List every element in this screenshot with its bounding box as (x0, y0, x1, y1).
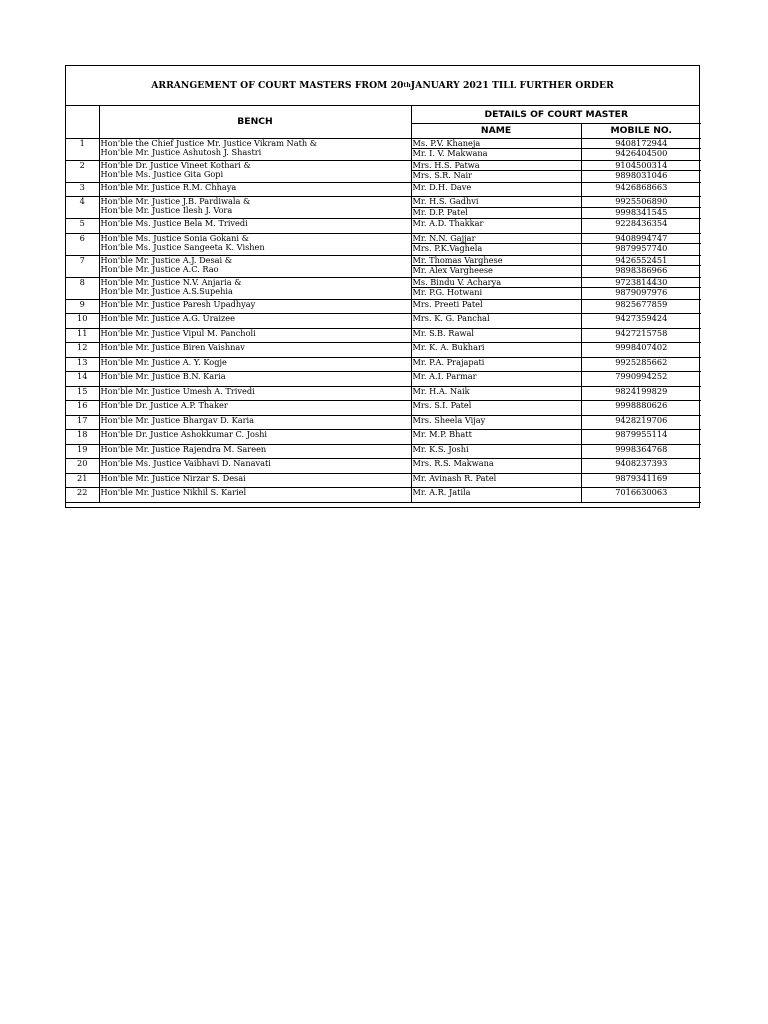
mobile-number-cell: 7990994252 (581, 372, 701, 387)
serial-number-cell: 6 (66, 233, 99, 255)
table-row (66, 219, 701, 234)
mobile-number-cell: 9426552451 (581, 255, 701, 266)
mobile-number-cell: 9925506890 (581, 197, 701, 208)
serial-number-cell: 7 (66, 255, 99, 277)
table-row (66, 372, 701, 387)
table-row (66, 277, 701, 288)
spacer-cell (66, 502, 99, 507)
serial-number-cell: 1 (66, 138, 99, 160)
court-master-name-cell: Mr. N.N. Gajjar (411, 233, 581, 244)
bench-cell (99, 160, 411, 182)
bench-cell (99, 233, 411, 255)
court-master-name-cell: Mr. K. A. Bukhari (411, 343, 581, 358)
court-master-name-cell: Mr. H.A. Naik (411, 386, 581, 401)
bench-judge-line: Hon'ble Mr. Justice N.V. Anjaria & (100, 277, 242, 287)
bench-judge-line: Hon'ble Mr. Justice B.N. Karia (100, 371, 226, 381)
court-master-name-cell: Mr. D.H. Dave (411, 182, 581, 197)
bench-cell (99, 473, 411, 488)
bench-cell (99, 182, 411, 197)
table-row (66, 430, 701, 445)
serial-number-cell: 2 (66, 160, 99, 182)
court-master-name-cell: Mr. A.D. Thakkar (411, 219, 581, 234)
details-header: DETAILS OF COURT MASTER (411, 106, 701, 123)
court-master-name-cell: Mr. D.P. Patel (411, 207, 581, 219)
table-row (66, 233, 701, 244)
bench-judge-line: Hon'ble Mr. Justice Ilesh J. Vora (100, 205, 233, 216)
mobile-number-cell: 9723814430 (581, 277, 701, 288)
bench-judge-line: Hon'ble Mr. Justice Vipul M. Pancholi (100, 328, 256, 338)
mobile-number-cell: 9898031046 (581, 171, 701, 183)
mobile-number-cell: 9925285662 (581, 357, 701, 372)
serial-number-cell: 14 (66, 372, 99, 387)
court-master-name-cell: Mr. I. V. Makwana (411, 149, 581, 161)
serial-number-cell: 21 (66, 473, 99, 488)
serial-number-cell: 11 (66, 328, 99, 343)
bench-cell (99, 386, 411, 401)
bench-judge-line: Hon'ble Mr. Justice A.S.Supehia (100, 285, 233, 296)
bench-judge-line: Hon'ble Dr. Justice Vineet Kothari & (100, 160, 251, 170)
table-row (66, 357, 701, 372)
mobile-number-cell: 9426868663 (581, 182, 701, 197)
table-row (66, 255, 701, 266)
court-master-name-cell: Mr. K.S. Joshi (411, 444, 581, 459)
mobile-number-cell: 9998407402 (581, 343, 701, 358)
bench-judge-line: Hon'ble Ms. Justice Sonia Gokani & (100, 233, 249, 243)
title-prefix: ARRANGEMENT OF COURT MASTERS FROM 20 (151, 80, 404, 91)
bench-cell (99, 328, 411, 343)
court-master-name-cell: Mrs. S.I. Patel (411, 401, 581, 416)
serial-number-cell: 9 (66, 299, 99, 314)
mobile-number-cell: 9998364768 (581, 444, 701, 459)
mobile-number-cell: 9898386966 (581, 266, 701, 278)
serial-number-cell: 10 (66, 314, 99, 329)
serial-number-cell: 4 (66, 197, 99, 219)
serial-number-cell: 16 (66, 401, 99, 416)
bench-judge-line: Hon'ble Mr. Justice Bhargav D. Karia (100, 415, 255, 425)
serial-number-cell: 12 (66, 343, 99, 358)
bench-judge-line: Hon'ble Mr. Justice Nirzar S. Desai (100, 473, 246, 483)
court-master-name-cell: Mr. A.R. Jatila (411, 488, 581, 503)
bench-judge-line: Hon'ble Mr. Justice Rajendra M. Sareen (100, 444, 267, 454)
mobile-number-cell: 9427215758 (581, 328, 701, 343)
court-master-name-cell: Mrs. R.S. Makwana (411, 459, 581, 474)
table-row (66, 138, 701, 149)
mobile-number-cell: 9998880626 (581, 401, 701, 416)
bench-judge-line: Hon'ble Dr. Justice Ashokkumar C. Joshi (100, 429, 268, 439)
mobile-number-cell: 9879341169 (581, 473, 701, 488)
serial-number-cell: 19 (66, 444, 99, 459)
mobile-header: MOBILE NO. (581, 123, 701, 138)
bench-cell (99, 372, 411, 387)
table-row (66, 314, 701, 329)
mobile-number-cell: 9427359424 (581, 314, 701, 329)
table-row (66, 459, 701, 474)
table-row (66, 473, 701, 488)
serial-number-cell: 5 (66, 219, 99, 234)
bench-cell (99, 343, 411, 358)
serial-number-cell: 20 (66, 459, 99, 474)
bench-judge-line: Hon'ble Mr. Justice A. Y. Kogje (100, 357, 227, 367)
court-master-name-cell: Mrs. Preeti Patel (411, 299, 581, 314)
bench-cell (99, 459, 411, 474)
bench-judge-line: Hon'ble Mr. Justice A.C. Rao (100, 263, 219, 274)
bench-cell (99, 444, 411, 459)
table-row (66, 488, 701, 503)
bench-header: BENCH (99, 106, 411, 138)
serial-number-cell: 18 (66, 430, 99, 445)
sno-header-cell (66, 106, 99, 138)
court-master-name-cell: Mr. H.S. Gadhvi (411, 197, 581, 208)
bench-judge-line: Hon'ble Mr. Justice Umesh A. Trivedi (100, 386, 255, 396)
court-master-name-cell: Mr. A.I. Parmar (411, 372, 581, 387)
court-master-name-cell: Mr. Thomas Varghese (411, 255, 581, 266)
mobile-number-cell: 9879097976 (581, 288, 701, 300)
court-master-name-cell: Ms. Bindu V. Acharya (411, 277, 581, 288)
serial-number-cell: 15 (66, 386, 99, 401)
table-row (66, 197, 701, 208)
table-row (66, 160, 701, 171)
mobile-number-cell: 9408237393 (581, 459, 701, 474)
mobile-number-cell: 9428219706 (581, 415, 701, 430)
mobile-number-cell: 9408994747 (581, 233, 701, 244)
court-master-name-cell: Mr. S.B. Rawal (411, 328, 581, 343)
court-masters-table (66, 106, 701, 507)
table-row (66, 299, 701, 314)
bench-cell (99, 197, 411, 219)
table-row (66, 401, 701, 416)
mobile-number-cell: 9825677859 (581, 299, 701, 314)
mobile-number-cell: 9879957740 (581, 244, 701, 256)
court-master-name-cell: Mr. Avinash R. Patel (411, 473, 581, 488)
court-master-name-cell: Mrs. Sheela Vijay (411, 415, 581, 430)
bench-judge-line: Hon'ble Mr. Justice Biren Vaishnav (100, 342, 245, 352)
court-master-name-cell: Ms. P.V. Khaneja (411, 138, 581, 149)
table-row (66, 444, 701, 459)
table-row (66, 182, 701, 197)
table-bottom-spacer (66, 502, 701, 507)
bench-judge-line: Hon'ble Mr. Justice A.G. Uraizee (100, 313, 235, 323)
mobile-number-cell: 9104500314 (581, 160, 701, 171)
bench-cell (99, 401, 411, 416)
table-row (66, 415, 701, 430)
bench-cell (99, 138, 411, 160)
bench-judge-line: Hon'ble Ms. Justice Gita Gopi (100, 168, 224, 179)
table-row (66, 343, 701, 358)
court-master-name-cell: Mrs. H.S. Patwa (411, 160, 581, 171)
bench-judge-line: Hon'ble Dr. Justice A.P. Thaker (100, 400, 228, 410)
mobile-number-cell: 9228436354 (581, 219, 701, 234)
bench-cell (99, 415, 411, 430)
bench-cell (99, 277, 411, 299)
bench-judge-line: Hon'ble Mr. Justice A.J. Desai & (100, 255, 233, 265)
bench-cell (99, 488, 411, 503)
bench-cell (99, 299, 411, 314)
name-header: NAME (411, 123, 581, 138)
bench-cell (99, 430, 411, 445)
document-title: ARRANGEMENT OF COURT MASTERS FROM 20 th JANUARY 2021 TILL FURTHER ORDER (66, 66, 699, 106)
serial-number-cell: 3 (66, 182, 99, 197)
bench-judge-line: Hon'ble Mr. Justice Nikhil S. Kariel (100, 487, 247, 497)
mobile-number-cell: 7016630063 (581, 488, 701, 503)
mobile-number-cell: 9998341545 (581, 207, 701, 219)
table-row (66, 328, 701, 343)
serial-number-cell: 8 (66, 277, 99, 299)
spacer-cell (99, 502, 411, 507)
bench-judge-line: Hon'ble Mr. Justice R.M. Chhaya (100, 182, 237, 192)
court-master-name-cell: Mrs. K. G. Panchal (411, 314, 581, 329)
bench-cell (99, 357, 411, 372)
mobile-number-cell: 9426404500 (581, 149, 701, 161)
court-master-name-cell: Mr. Alex Vargheese (411, 266, 581, 278)
spacer-cell (411, 502, 581, 507)
bench-cell (99, 314, 411, 329)
bench-cell (99, 219, 411, 234)
mobile-number-cell: 9408172944 (581, 138, 701, 149)
bench-judge-line: Hon'ble Ms. Justice Vaibhavi D. Nanavati (100, 458, 271, 468)
bench-judge-line: Hon'ble Ms. Justice Sangeeta K. Vishen (100, 241, 265, 252)
title-suffix: JANUARY 2021 TILL FURTHER ORDER (410, 80, 614, 91)
table-row (66, 386, 701, 401)
court-master-name-cell: Mrs. S.R. Nair (411, 171, 581, 183)
bench-judge-line: Hon'ble Ms. Justice Bela M. Trivedi (100, 218, 248, 228)
serial-number-cell: 17 (66, 415, 99, 430)
serial-number-cell: 13 (66, 357, 99, 372)
court-master-name-cell: Mr. P.G. Hotwani (411, 288, 581, 300)
serial-number-cell: 22 (66, 488, 99, 503)
court-master-name-cell: Mrs. P.K.Vaghela (411, 244, 581, 256)
bench-judge-line: Hon'ble Mr. Justice J.B. Pardiwala & (100, 196, 251, 206)
court-master-name-cell: Mr. P.A. Prajapati (411, 357, 581, 372)
bench-judge-line: Hon'ble Mr. Justice Paresh Upadhyay (100, 299, 256, 309)
court-master-name-cell: Mr. M.P. Bhatt (411, 430, 581, 445)
court-masters-document (65, 65, 700, 508)
bench-judge-line: Hon'ble Mr. Justice Ashutosh J. Shastri (100, 146, 262, 157)
mobile-number-cell: 9879955114 (581, 430, 701, 445)
spacer-cell (581, 502, 701, 507)
bench-cell (99, 255, 411, 277)
mobile-number-cell: 9824199829 (581, 386, 701, 401)
bench-judge-line: Hon'ble the Chief Justice Mr. Justice Vikram Nath & (100, 138, 318, 148)
